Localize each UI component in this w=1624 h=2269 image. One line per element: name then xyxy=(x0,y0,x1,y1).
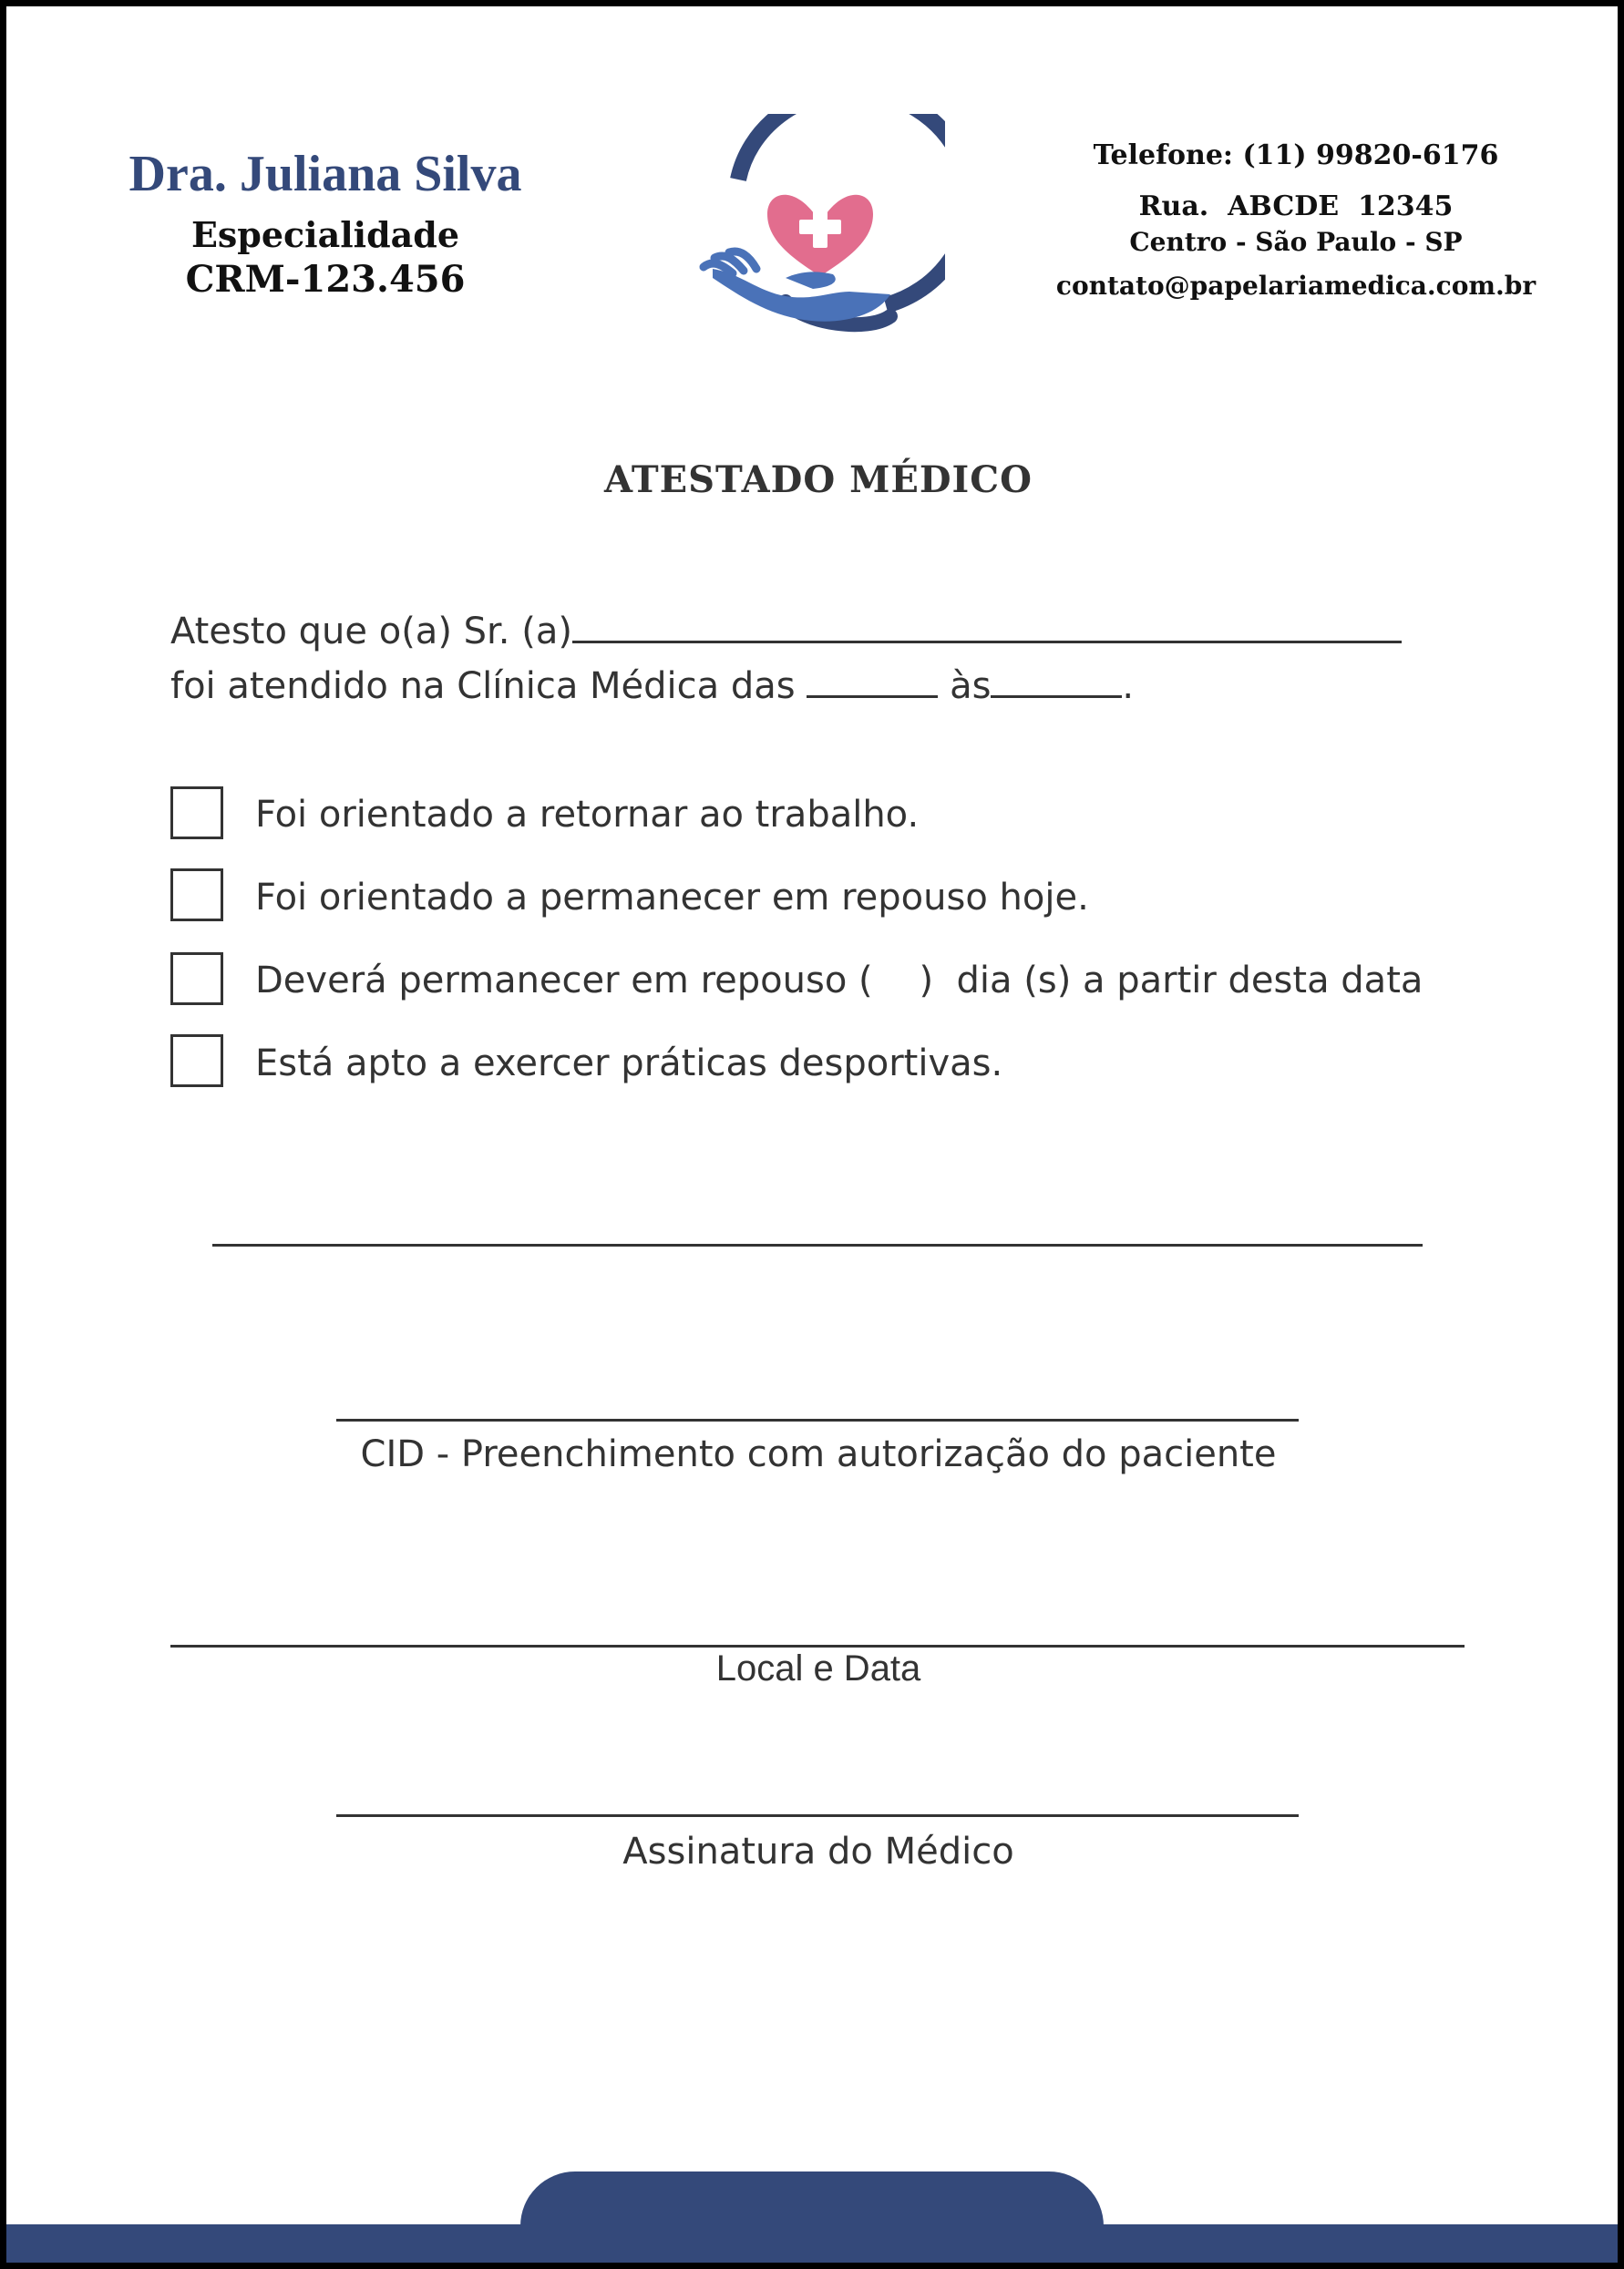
start-time-field[interactable] xyxy=(807,664,938,698)
time-end-label: . xyxy=(1122,665,1135,707)
time-line xyxy=(170,664,1134,707)
contact-street: Rua. ABCDE 12345 xyxy=(1138,190,1454,222)
signature-label: Assinatura do Médico xyxy=(622,1831,1014,1873)
doctor-name: Dra. Juliana Silva xyxy=(128,146,522,202)
patient-line xyxy=(170,610,1402,652)
option-label: Foi orientado a permanecer em repouso hoje. xyxy=(255,877,1089,919)
checkbox-return-work[interactable] xyxy=(170,786,223,839)
patient-label: Atesto que o(a) Sr. (a) xyxy=(170,611,572,652)
option-label: Deverá permanecer em repouso ( ) dia (s) a partir desta data xyxy=(255,960,1424,1001)
local-date-field-line[interactable] xyxy=(170,1645,1465,1648)
patient-name-field[interactable] xyxy=(572,610,1402,643)
document-title: ATESTADO MÉDICO xyxy=(604,458,1033,501)
checkbox-rest-today[interactable] xyxy=(170,868,223,921)
checkbox-rest-days[interactable] xyxy=(170,952,223,1005)
checkbox-sports-fit[interactable] xyxy=(170,1034,223,1087)
signature-field-line[interactable] xyxy=(336,1814,1299,1817)
heart-hand-medical-logo-icon xyxy=(694,114,945,337)
free-text-line[interactable] xyxy=(212,1244,1423,1247)
end-time-field[interactable] xyxy=(991,664,1122,698)
contact-email: contato@papelariamedica.com.br xyxy=(1055,271,1537,301)
cid-label: CID - Preenchimento com autorização do paciente xyxy=(360,1433,1277,1475)
doctor-specialty: Especialidade xyxy=(190,214,460,255)
contact-phone: Telefone: (11) 99820-6176 xyxy=(1093,139,1499,171)
cid-field-line[interactable] xyxy=(336,1419,1299,1422)
contact-city: Centro - São Paulo - SP xyxy=(1129,227,1463,257)
time-prefix-label: foi atendido na Clínica Médica das xyxy=(170,665,796,707)
footer-bar xyxy=(6,2224,1624,2263)
option-label: Está apto a exercer práticas desportivas. xyxy=(255,1042,1003,1084)
time-mid-label: às xyxy=(950,665,992,707)
local-date-label: Local e Data xyxy=(715,1648,921,1689)
doctor-crm: CRM-123.456 xyxy=(185,258,466,301)
option-label: Foi orientado a retornar ao trabalho. xyxy=(255,794,920,836)
